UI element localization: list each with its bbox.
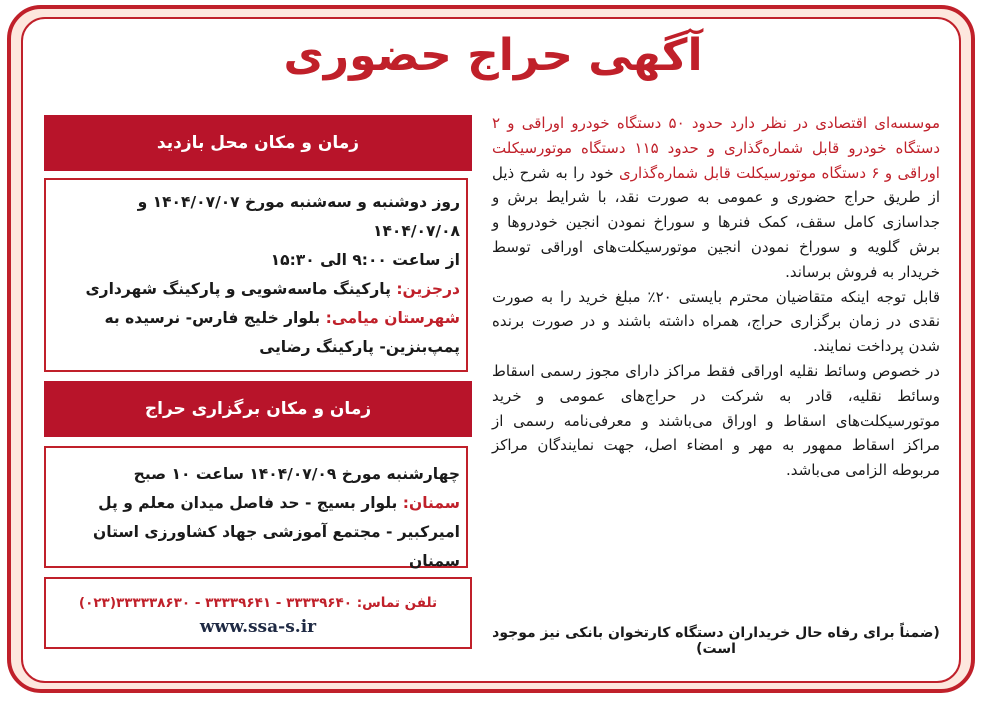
- visit-location-2: [52, 304, 460, 362]
- location-1-label: درجزین:: [396, 280, 460, 298]
- auction-location-label: سمنان:: [402, 494, 460, 512]
- eligibility-paragraph: در خصوص وسائط نقلیه اوراقی فقط مراکز دارای مجوز رسمی اسقاط وسائط نقلیه، قادر به شرکت در حراج‌های عمومی و خرید موتورسیکلت‌های اسقاط و اوراق می‌باشند و معرفی‌نامه رسمی از مراکز اسقاط ممهور به مهر و امضاء اصل، جهت نمایندگان مراکز مربوطه الزامی می‌باشد.: [492, 361, 940, 480]
- payment-paragraph: قابل توجه اینکه متقاضیان محترم بایستی ۲۰٪ مبلغ خرید را به صورت نقدی در زمان برگزاری حراج، همراه داشته باشند و در صورت برنده شدن پرداخت نمایند.: [492, 287, 940, 356]
- contact-phone: تلفن تماس: ۳۳۳۳۹۶۴۰ - ۳۳۳۳۹۶۴۱ - ۳۳۳۳۳۸۶۳۰(۰۲۳): [78, 595, 438, 611]
- auction-header: زمان و مکان برگزاری حراج: [44, 381, 472, 437]
- auction-location: [52, 489, 460, 576]
- auction-details: [44, 446, 468, 568]
- announcement-body: [492, 111, 940, 483]
- website-link[interactable]: www.ssa-s.ir: [199, 617, 317, 637]
- intro-highlight: موسسه‌ای اقتصادی در نظر دارد حدود ۵۰ دستگاه خودرو اوراقی و ۲ دستگاه خودرو قابل شماره‌گذاری و حدود ۱۱۵ دستگاه موتورسیکلت اوراقی و ۶ دستگاه موتورسیکلت قابل شماره‌گذاری: [492, 114, 940, 182]
- visit-header: زمان و مکان محل بازدید: [44, 115, 472, 171]
- location-1-text: پارکینگ ماسه‌شویی و پارکینگ شهرداری: [85, 280, 397, 298]
- intro-rest: خود را به شرح ذیل از طریق حراج حضوری و عمومی به صورت نقد، با شرایط برش و جداسازی کامل سقف، کمک فنرها و سوراخ نمودن انجین خودروها و برش گلویه و سوراخ نمودن انجین موتورسیکلت‌های اوراقی توسط خریدار به فروش برساند.: [492, 163, 940, 281]
- location-2-label: شهرستان میامی:: [325, 309, 460, 327]
- contact-box: [44, 577, 472, 649]
- visit-location-1: [52, 275, 460, 304]
- visit-details: [44, 178, 468, 372]
- location-2-text: بلوار خلیج فارس- نرسیده به پمپ‌بنزین- پارکینگ رضایی: [104, 309, 460, 356]
- auction-location-text: بلوار بسیج - حد فاصل میدان معلم و پل امیرکبیر - مجتمع آموزشی جهاد کشاورزی استان سمنان: [93, 494, 460, 570]
- card-reader-note: (ضمناً برای رفاه حال خریداران دستگاه کارتخوان بانکی نیز موجود است): [492, 625, 940, 657]
- intro-paragraph: [492, 111, 940, 285]
- page-title: آگهی حراج حضوری: [283, 30, 703, 81]
- auction-date: چهارشنبه مورخ ۱۴۰۴/۰۷/۰۹ ساعت ۱۰ صبح: [133, 465, 460, 483]
- visit-dates: روز دوشنبه و سه‌شنبه مورخ ۱۴۰۴/۰۷/۰۷ و ۱۴۰۴/۰۷/۰۸: [137, 193, 460, 240]
- visit-hours: از ساعت ۹:۰۰ الی ۱۵:۳۰: [270, 251, 460, 269]
